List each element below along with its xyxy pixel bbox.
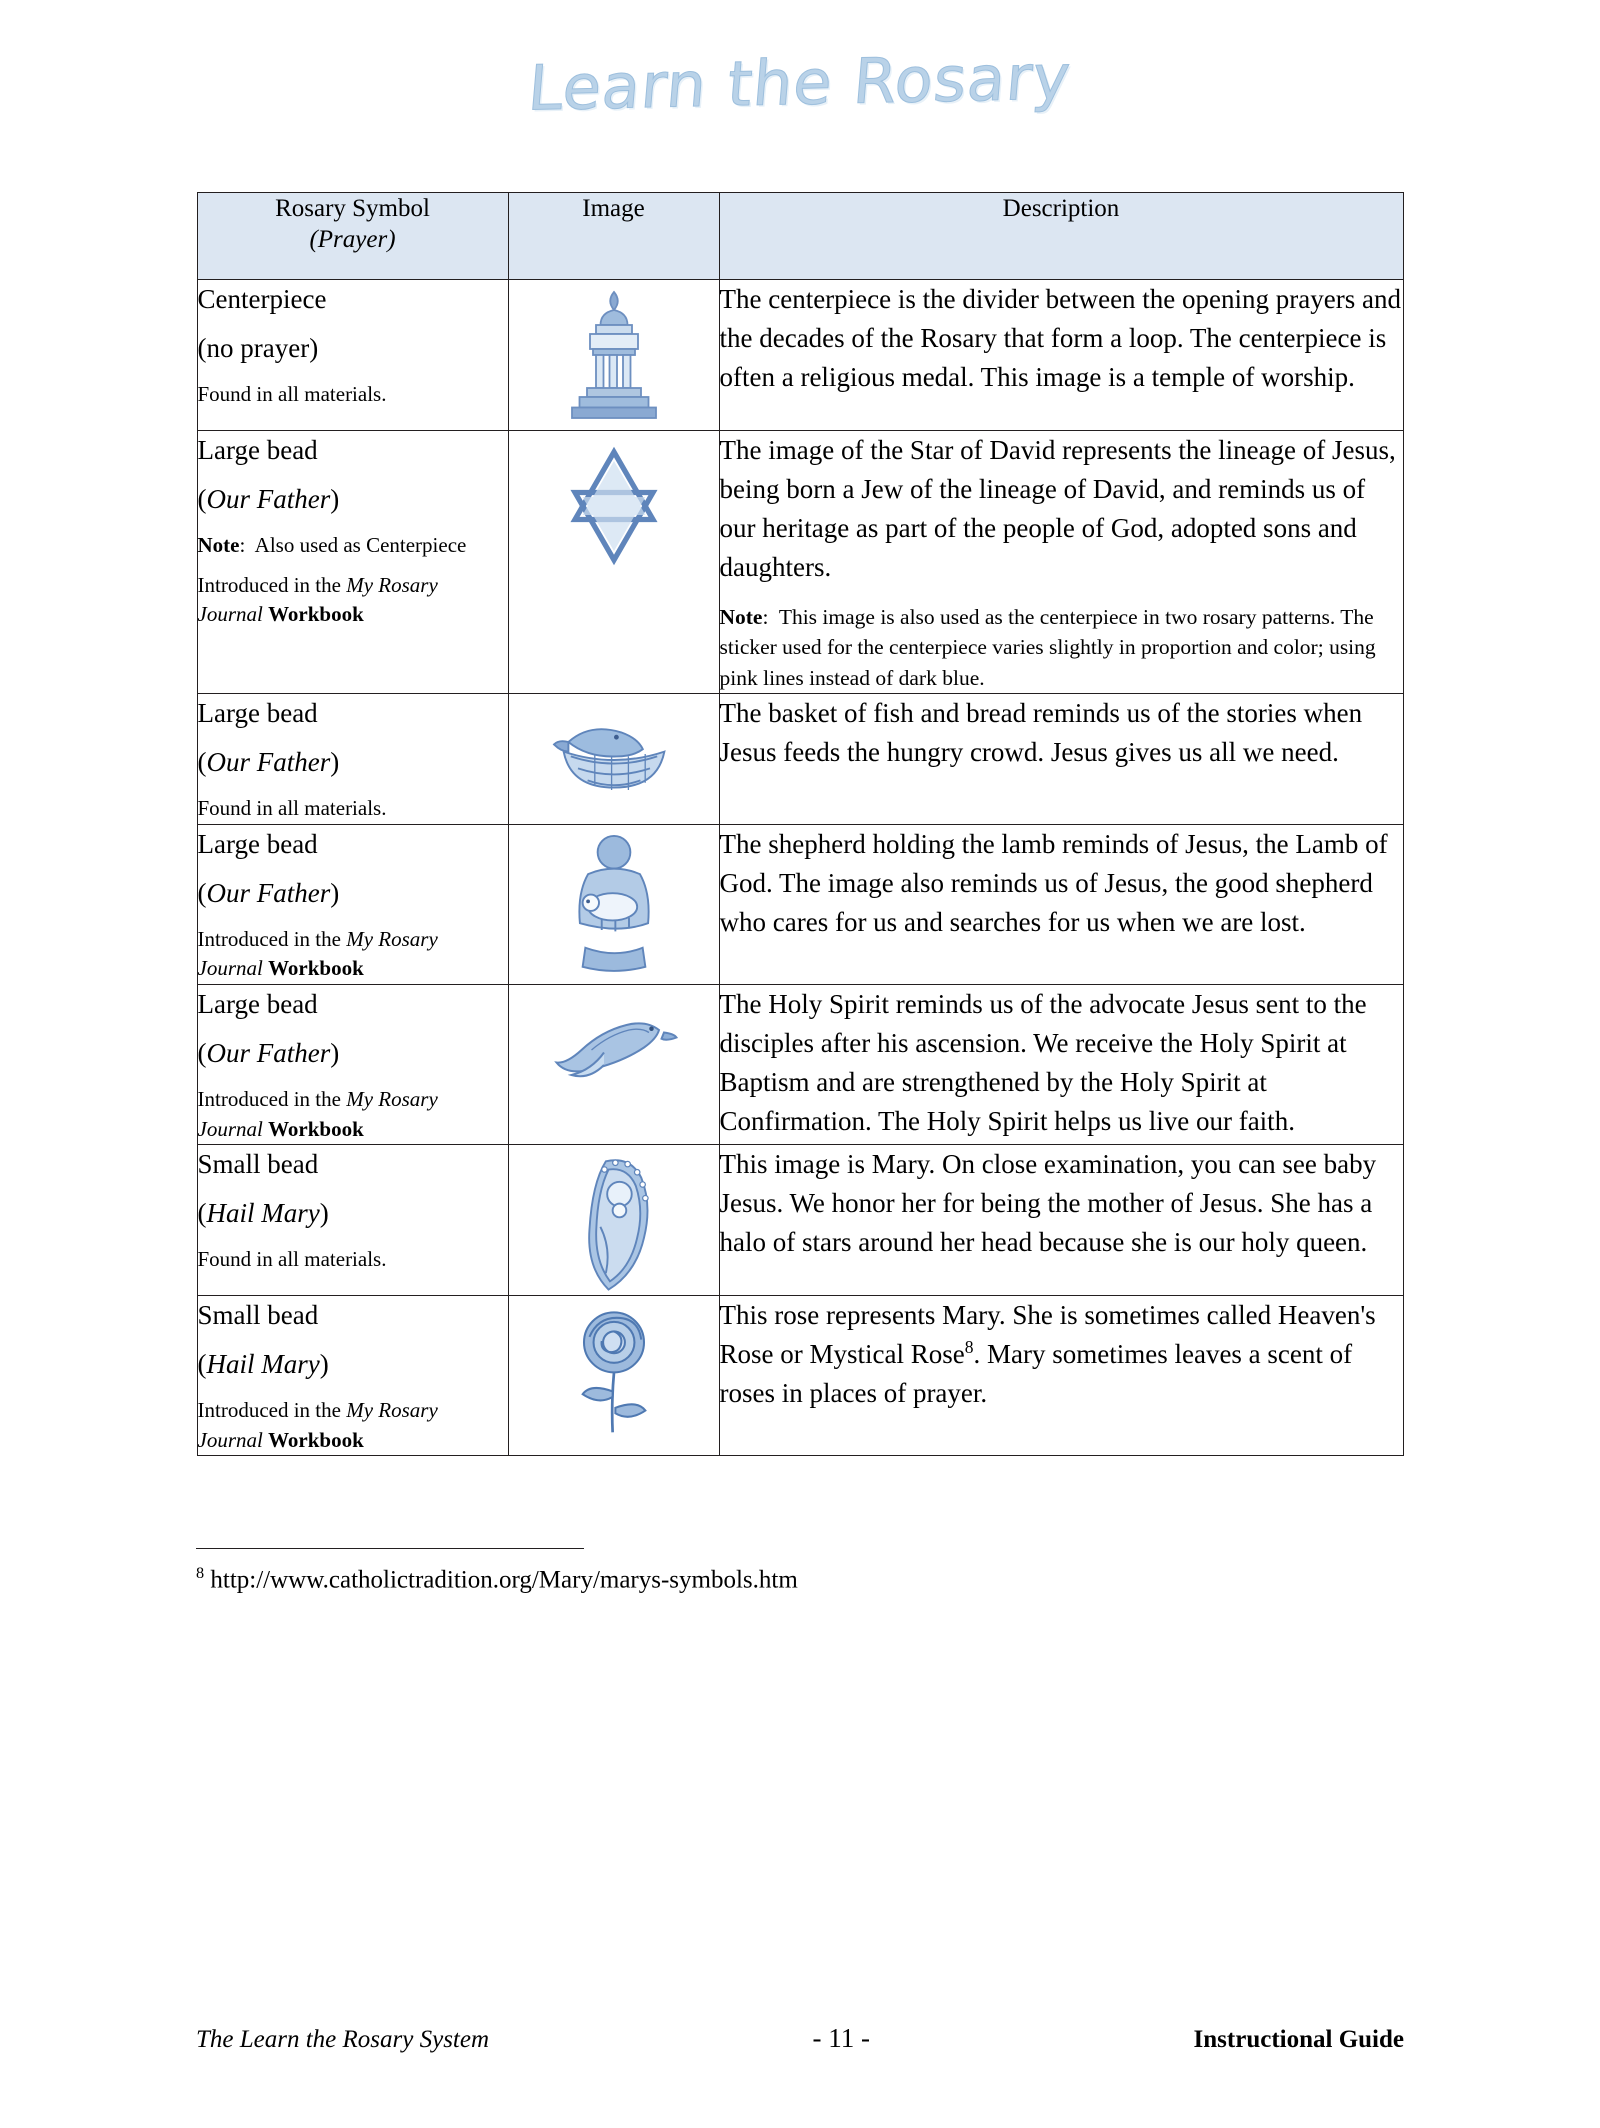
description-cell	[719, 431, 1403, 694]
temple-of-worship-icon	[539, 280, 689, 430]
symbol-prayer: (Hail Mary)	[197, 1198, 329, 1229]
symbol-note: Introduced in the My Rosary Journal Workbook	[197, 1087, 438, 1141]
page-footer	[196, 2023, 1404, 2054]
symbol-cell	[197, 1144, 508, 1295]
table-row	[197, 1144, 1403, 1295]
symbol-prayer: (no prayer)	[197, 333, 319, 364]
description-text: The image of the Star of David represents the lineage of Jesus, being born a Jew of the lineage of David, and reminds us of our heritage as part of the people of God, adopted sons and daughters.	[719, 435, 1396, 583]
symbol-note: Introduced in the My Rosary Journal Workbook	[197, 1398, 438, 1452]
symbol-name: Centerpiece	[197, 284, 327, 314]
image-cell	[508, 280, 719, 431]
page-title: Learn the Rosary	[525, 40, 1075, 125]
table-row	[197, 984, 1403, 1144]
rosary-symbols-table	[197, 192, 1404, 1456]
column-header-description	[719, 193, 1403, 280]
column-header-description-main: Description	[1002, 195, 1120, 222]
table-row	[197, 694, 1403, 825]
symbol-prayer: (Our Father)	[197, 484, 340, 515]
symbol-cell	[197, 824, 508, 984]
image-cell	[508, 824, 719, 984]
description-text: The shepherd holding the lamb reminds of Jesus, the Lamb of God. The image also reminds us of Jesus, the good shepherd who cares for us and searches for us when we are lost.	[719, 828, 1388, 938]
symbol-prayer: (Our Father)	[197, 877, 340, 908]
symbol-cell	[197, 694, 508, 825]
symbol-note: Introduced in the My Rosary Journal Workbook	[197, 927, 438, 981]
image-cell	[508, 1295, 719, 1455]
footer-right: Instructional Guide	[1193, 2026, 1404, 2053]
description-cell	[719, 694, 1403, 825]
symbol-note: Found in all materials.	[197, 382, 387, 407]
description-text: This image is Mary. On close examination, you can see baby Jesus. We honor her for being the mother of Jesus. She has a halo of stars around her head because she is our holy queen.	[719, 1148, 1377, 1258]
footnote	[196, 1563, 1600, 1597]
footnote-separator	[196, 1548, 584, 1549]
image-cell	[508, 694, 719, 825]
description-text: This rose represents Mary. She is sometimes called Heaven's Rose or Mystical Rose$^8$. Mary sometimes leaves a scent of roses in places of prayer.	[719, 1299, 1376, 1409]
image-cell	[508, 431, 719, 694]
star-of-david-icon	[539, 431, 689, 581]
symbol-name: Small bead	[197, 1299, 319, 1330]
symbol-prayer: (Our Father)	[197, 747, 340, 778]
holy-spirit-dove-icon	[539, 985, 689, 1115]
symbol-name: Large bead	[197, 988, 318, 1019]
symbol-prayer: (Hail Mary)	[197, 1349, 329, 1380]
table-header-row	[197, 193, 1403, 280]
shepherd-with-lamb-icon	[549, 825, 679, 975]
column-header-symbol	[197, 193, 508, 280]
description-cell	[719, 1144, 1403, 1295]
table-row	[197, 280, 1403, 431]
mary-with-baby-jesus-icon	[554, 1145, 674, 1295]
symbol-cell	[197, 431, 508, 694]
symbol-note-secondary: Introduced in the My Rosary Journal Workbook	[197, 572, 438, 627]
description-text: The Holy Spirit reminds us of the advocate Jesus sent to the disciples after his ascension. We receive the Holy Spirit at Baptism and are strengthened by the Holy Spirit at Confirmation. The Holy Spirit helps us live our faith.	[719, 988, 1367, 1137]
footnote-marker: 8	[196, 1563, 205, 1582]
description-text: The basket of fish and bread reminds us of the stories when Jesus feeds the hungry crowd. Jesus gives us all we need.	[719, 698, 1363, 768]
table-row	[197, 824, 1403, 984]
symbol-cell	[197, 1295, 508, 1455]
basket-of-fish-and-bread-icon	[539, 694, 689, 814]
symbol-note: Note: Also used as Centerpiece	[197, 533, 467, 558]
rose-icon	[554, 1296, 674, 1446]
description-text: The centerpiece is the divider between the opening prayers and the decades of the Rosary that form a loop. The centerpiece is often a religious medal. This image is a temple of worship.	[719, 284, 1401, 393]
description-cell	[719, 984, 1403, 1144]
symbol-cell	[197, 280, 508, 431]
symbol-note: Found in all materials.	[197, 796, 387, 821]
column-header-image-main: Image	[582, 195, 645, 222]
footnote-text: http://www.catholictradition.org/Mary/marys-symbols.htm	[210, 1566, 798, 1594]
column-header-image	[508, 193, 719, 280]
table-row	[197, 1295, 1403, 1455]
description-cell	[719, 1295, 1403, 1455]
description-note: Note: This image is also used as the centerpiece in two rosary patterns. The sticker used for the centerpiece varies slightly in proportion and color; using pink lines instead of dark blue.	[719, 604, 1376, 690]
symbol-prayer: (Our Father)	[197, 1037, 340, 1068]
description-cell	[719, 280, 1403, 431]
symbol-name: Large bead	[197, 828, 318, 859]
symbol-cell	[197, 984, 508, 1144]
page-header	[0, 0, 1600, 156]
symbol-name: Large bead	[197, 698, 318, 729]
symbol-name: Large bead	[197, 435, 318, 465]
page-number: - 11 -	[812, 2023, 871, 2053]
description-cell	[719, 824, 1403, 984]
symbol-name: Small bead	[197, 1148, 319, 1179]
image-cell	[508, 1144, 719, 1295]
image-cell	[508, 984, 719, 1144]
column-header-symbol-sub: (Prayer)	[309, 226, 396, 254]
footer-left: The Learn the Rosary System	[196, 2026, 490, 2053]
table-row	[197, 431, 1403, 694]
symbol-note: Found in all materials.	[197, 1247, 387, 1272]
column-header-symbol-main: Rosary Symbol	[275, 195, 430, 222]
